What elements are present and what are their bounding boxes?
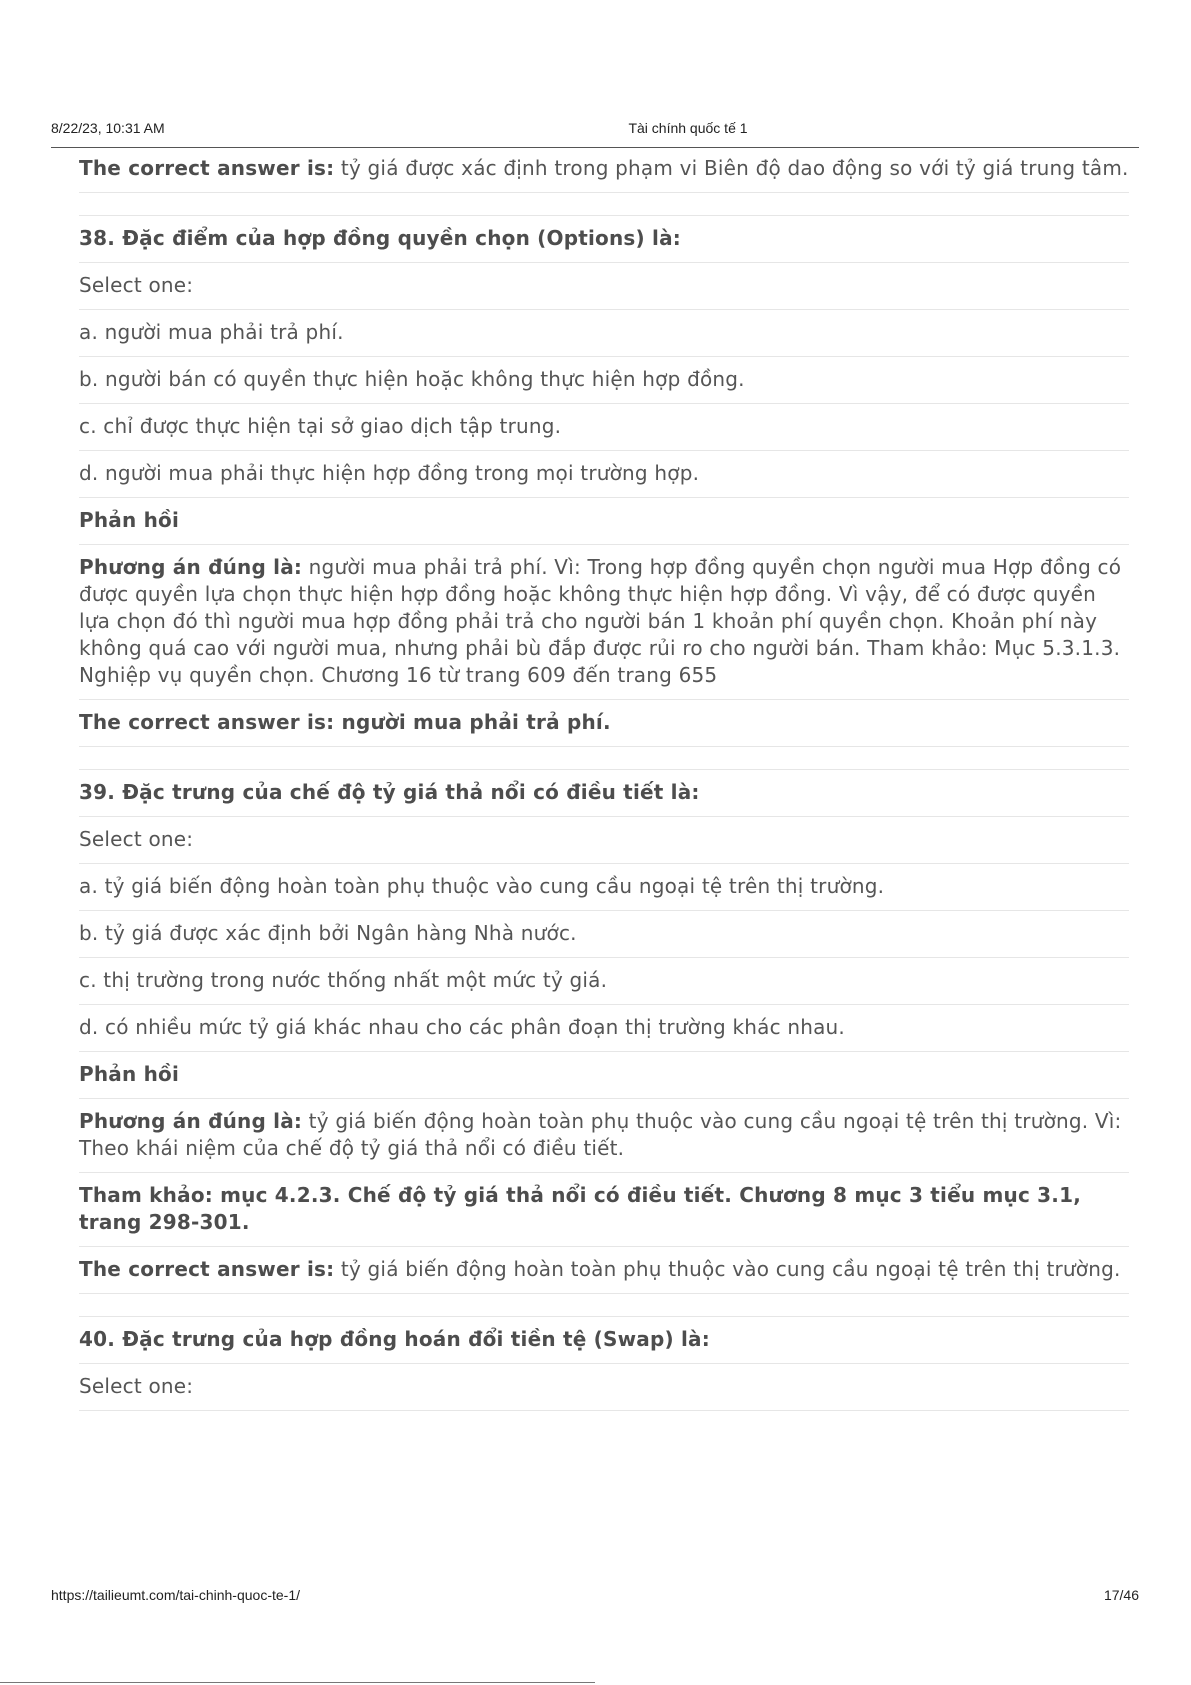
explanation-label: Phương án đúng là: [79, 1109, 303, 1133]
q39-explanation [79, 1108, 1129, 1173]
q39-question: 39. Đặc trưng của chế độ tỷ giá thả nổi có điều tiết là: [79, 779, 1129, 817]
q38-select-one: Select one: [79, 272, 1129, 310]
correct-answer-label: The correct answer is: [79, 710, 335, 734]
q39-reference: Tham khảo: mục 4.2.3. Chế độ tỷ giá thả nổi có điều tiết. Chương 8 mục 3 tiểu mục 3.1, trang 298-301. [79, 1182, 1129, 1247]
q38-feedback-heading: Phản hồi [79, 507, 1129, 545]
q39-select-one: Select one: [79, 826, 1129, 864]
page-number: 17/46 [1103, 1587, 1139, 1603]
q38-explanation [79, 554, 1129, 700]
explanation-text: tỷ giá biến động hoàn toàn phụ thuộc vào cung cầu ngoại tệ trên thị trường. Vì: Theo khái niệm của chế độ tỷ giá thả nổi có điều tiết. [79, 1109, 1122, 1160]
question-separator [79, 193, 1129, 216]
correct-answer-text: tỷ giá được xác định trong phạm vi Biên độ dao động so với tỷ giá trung tâm. [334, 156, 1129, 180]
correct-answer-text: tỷ giá biến động hoàn toàn phụ thuộc vào cung cầu ngoại tệ trên thị trường. [334, 1257, 1121, 1281]
page-title: Tài chính quốc tế 1 [628, 120, 748, 136]
q39-correct-answer [79, 1256, 1129, 1294]
correct-answer-label: The correct answer is: [79, 156, 335, 180]
q39-feedback-heading: Phản hồi [79, 1061, 1129, 1099]
correct-answer-label: The correct answer is: [79, 1257, 335, 1281]
explanation-text: người mua phải trả phí. Vì: Trong hợp đồng quyền chọn người mua Hợp đồng có được quyền lựa chọn thực hiện hợp đồng hoặc không thực hiện hợp đồng. Vì vậy, để có được quyền lựa chọn đó thì người mua hợp đồng phải trả cho người bán 1 khoản phí quyền chọn. Khoản phí này không quá cao với người mua, nhưng phải bù đắp được rủi ro cho người bán. Tham khảo: Mục 5.3.1.3. Nghiệp vụ quyền chọn. Chương 16 từ trang 609 đến trang 655 [79, 555, 1122, 687]
q39-option-a[interactable]: a. tỷ giá biến động hoàn toàn phụ thuộc vào cung cầu ngoại tệ trên thị trường. [79, 873, 1129, 911]
quiz-content [79, 155, 1129, 1411]
q40-question: 40. Đặc trưng của hợp đồng hoán đổi tiền tệ (Swap) là: [79, 1326, 1129, 1364]
q38-question: 38. Đặc điểm của hợp đồng quyền chọn (Options) là: [79, 225, 1129, 263]
q39-option-c[interactable]: c. thị trường trong nước thống nhất một mức tỷ giá. [79, 967, 1129, 1005]
q38-option-d[interactable]: d. người mua phải thực hiện hợp đồng trong mọi trường hợp. [79, 460, 1129, 498]
correct-answer-text: người mua phải trả phí. [334, 710, 611, 734]
question-separator [79, 1294, 1129, 1317]
q40-select-one: Select one: [79, 1373, 1129, 1411]
footer-url[interactable]: https://tailieumt.com/tai-chinh-quoc-te-1/ [51, 1587, 300, 1603]
explanation-label: Phương án đúng là: [79, 555, 303, 579]
q37-correct-answer [79, 155, 1129, 193]
question-separator [79, 747, 1129, 770]
q38-correct-answer [79, 709, 1129, 747]
q39-option-b[interactable]: b. tỷ giá được xác định bởi Ngân hàng Nhà nước. [79, 920, 1129, 958]
print-date: 8/22/23, 10:31 AM [51, 120, 165, 136]
page-bottom-line [0, 1682, 595, 1683]
q39-option-d[interactable]: d. có nhiều mức tỷ giá khác nhau cho các phân đoạn thị trường khác nhau. [79, 1014, 1129, 1052]
q38-option-a[interactable]: a. người mua phải trả phí. [79, 319, 1129, 357]
q38-option-b[interactable]: b. người bán có quyền thực hiện hoặc không thực hiện hợp đồng. [79, 366, 1129, 404]
header-divider [51, 147, 1139, 148]
q38-option-c[interactable]: c. chỉ được thực hiện tại sở giao dịch tập trung. [79, 413, 1129, 451]
